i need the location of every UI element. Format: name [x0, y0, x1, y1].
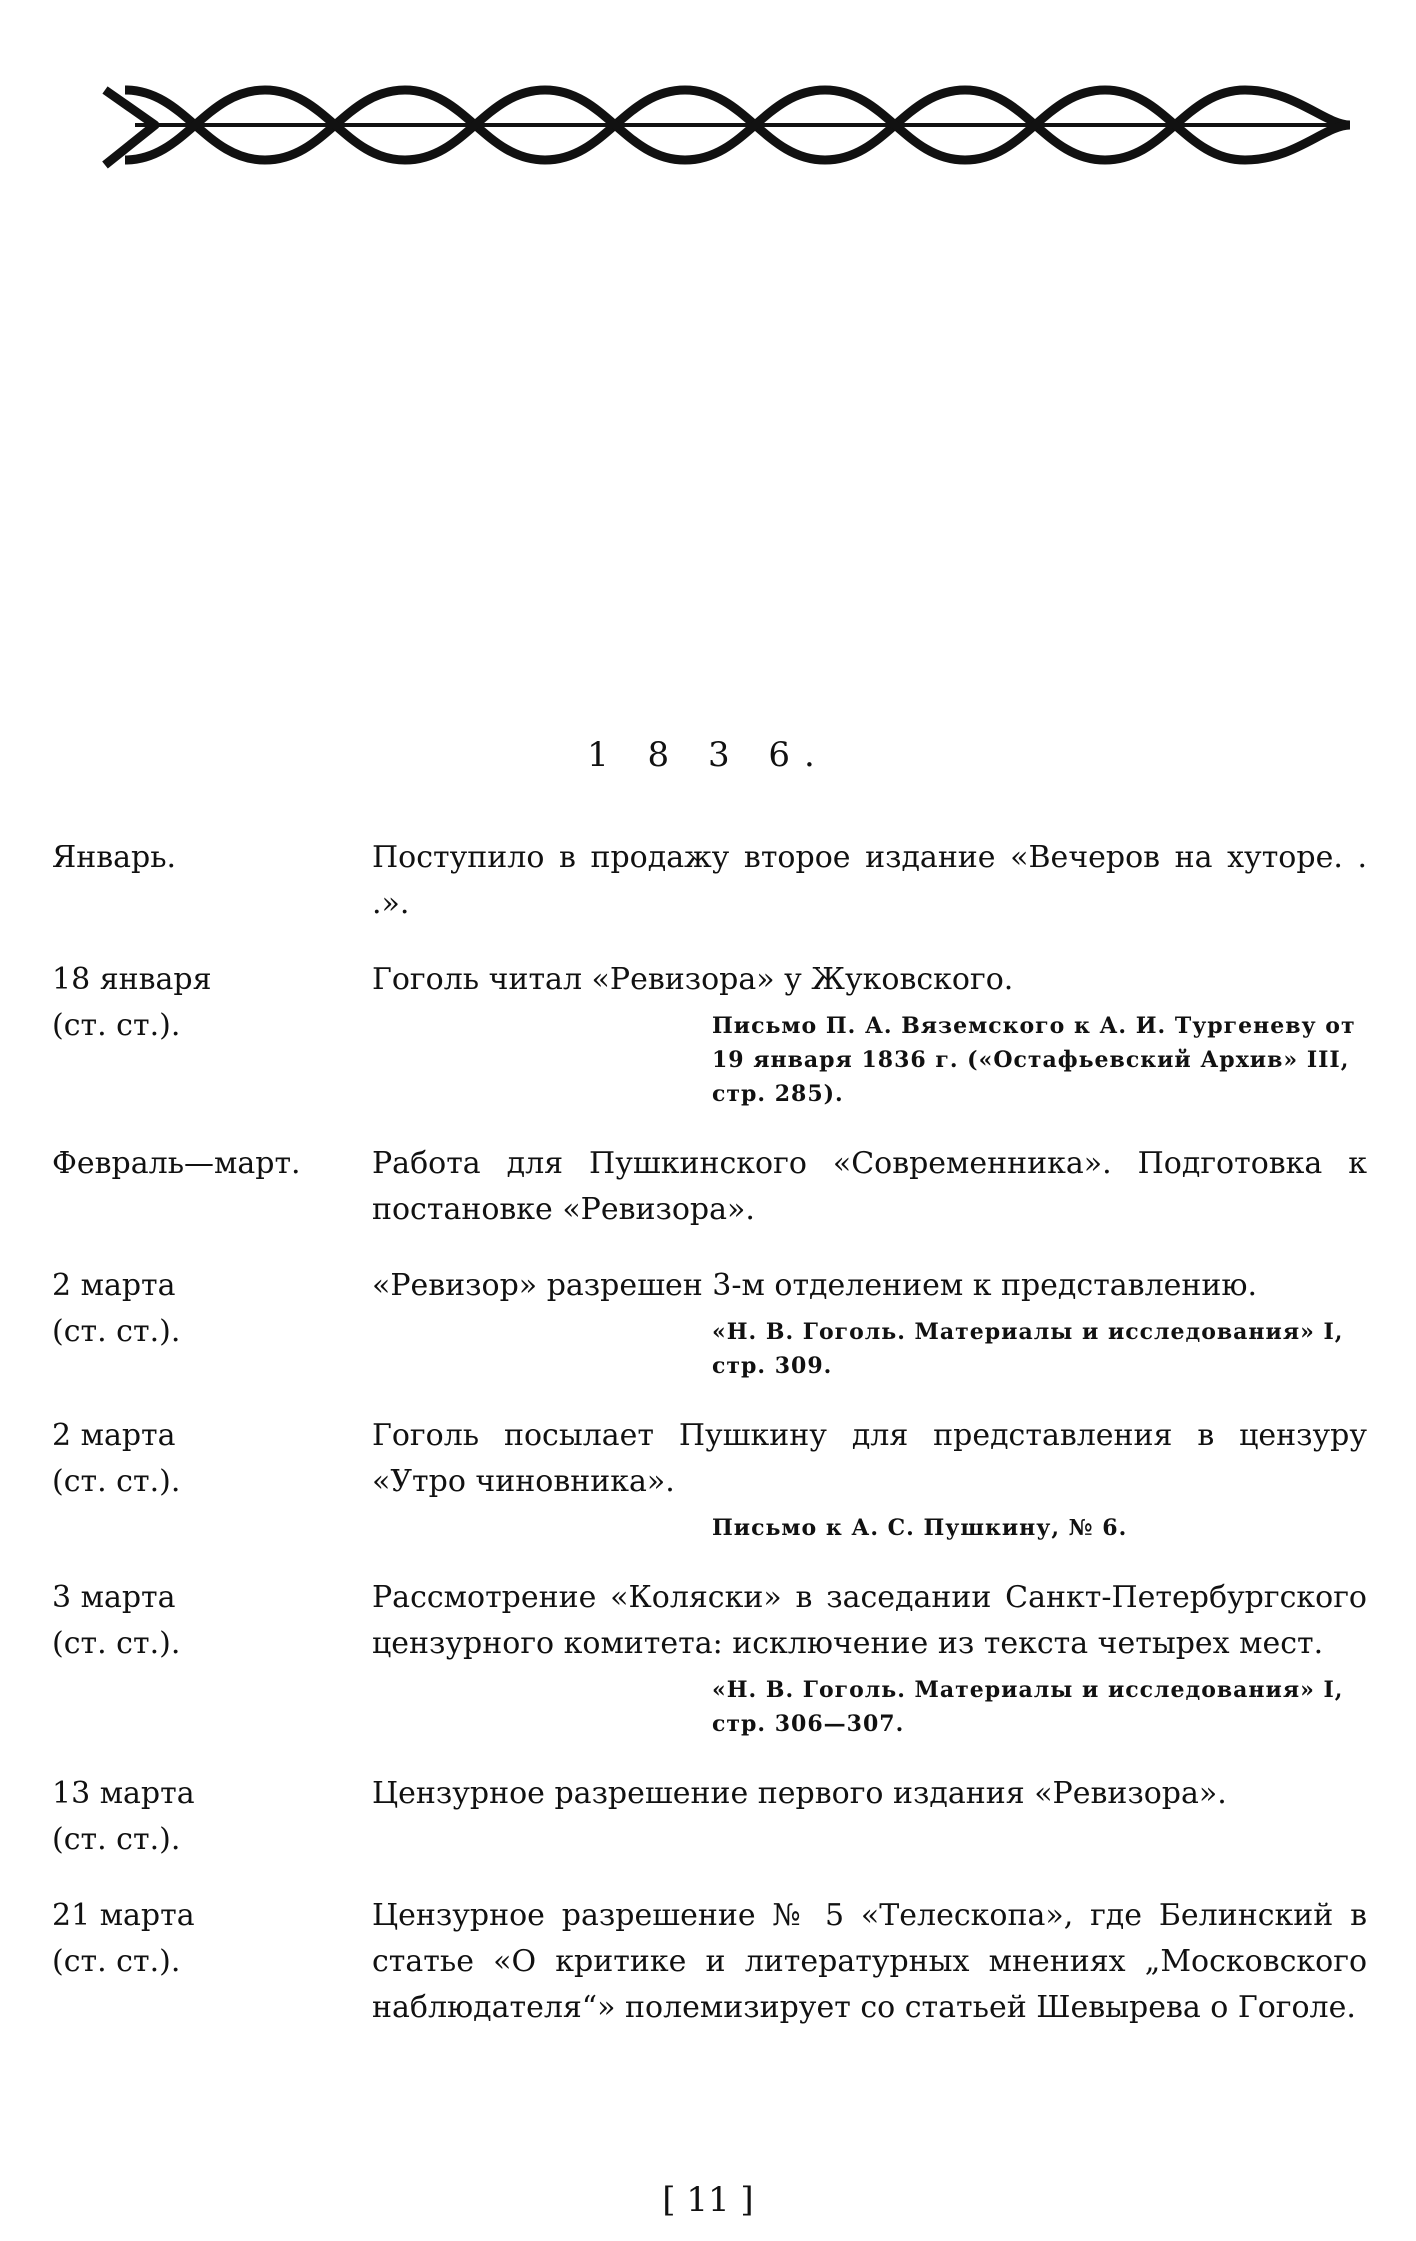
chronology-entry — [52, 1141, 1367, 1233]
decorative-braid-ornament — [95, 70, 1360, 180]
entry-text: Гоголь читал «Ревизора» у Жуковского. — [372, 962, 1014, 997]
entry-date: 21 марта (ст. ст.). — [52, 1898, 195, 1979]
entry-date: 13 марта (ст. ст.). — [52, 1776, 195, 1857]
entry-date: 2 марта (ст. ст.). — [52, 1418, 181, 1499]
chronology-entry — [52, 1771, 1367, 1863]
entry-text: Цензурное разрешение № 5 «Телескопа», где Белинский в статье «О критике и литературных мнениях „Московского наблюдателя“» полемизирует со статьей Шевырева о Гоголе. — [372, 1898, 1367, 2025]
year-heading: 1 8 3 6. — [587, 735, 829, 775]
entry-source: «Н. В. Гоголь. Материалы и исследования» I, стр. 306—307. — [712, 1677, 1344, 1737]
entry-text: Рассмотрение «Коляски» в заседании Санкт-Петербургского цензурного комитета: исключение из текста четырех мест. — [372, 1580, 1367, 1661]
entry-date: 3 марта (ст. ст.). — [52, 1580, 181, 1661]
entry-source: «Н. В. Гоголь. Материалы и исследования» I, стр. 309. — [712, 1319, 1344, 1379]
chronology-entry — [52, 1893, 1367, 2031]
entry-text: Гоголь посылает Пушкину для представления в цензуру «Утро чиновника». — [372, 1418, 1367, 1499]
entry-date: 2 марта (ст. ст.). — [52, 1268, 181, 1349]
chronology-list — [52, 835, 1367, 2061]
chronology-entry — [52, 1413, 1367, 1545]
page-number: [ 11 ] — [662, 2180, 754, 2220]
chronology-entry — [52, 1263, 1367, 1383]
entry-text: «Ревизор» разрешен 3-м отделением к представлению. — [372, 1268, 1258, 1303]
chronology-entry — [52, 835, 1367, 927]
entry-text: Работа для Пушкинского «Современника». Подготовка к постановке «Ревизора». — [372, 1146, 1367, 1227]
entry-source: Письмо к А. С. Пушкину, № 6. — [712, 1515, 1128, 1541]
entry-date: Февраль—март. — [52, 1146, 301, 1181]
chronology-entry — [52, 1575, 1367, 1741]
entry-text: Цензурное разрешение первого издания «Ревизора». — [372, 1776, 1227, 1811]
entry-date: 18 января (ст. ст.). — [52, 962, 212, 1043]
chronology-entry — [52, 957, 1367, 1111]
entry-text: Поступило в продажу второе издание «Вечеров на хуторе. . .». — [372, 840, 1367, 921]
entry-source: Письмо П. А. Вяземского к А. И. Тургеневу от 19 января 1836 г. («Остафьевский Архив» III, стр. 285). — [712, 1013, 1356, 1107]
entry-date: Январь. — [52, 840, 177, 875]
